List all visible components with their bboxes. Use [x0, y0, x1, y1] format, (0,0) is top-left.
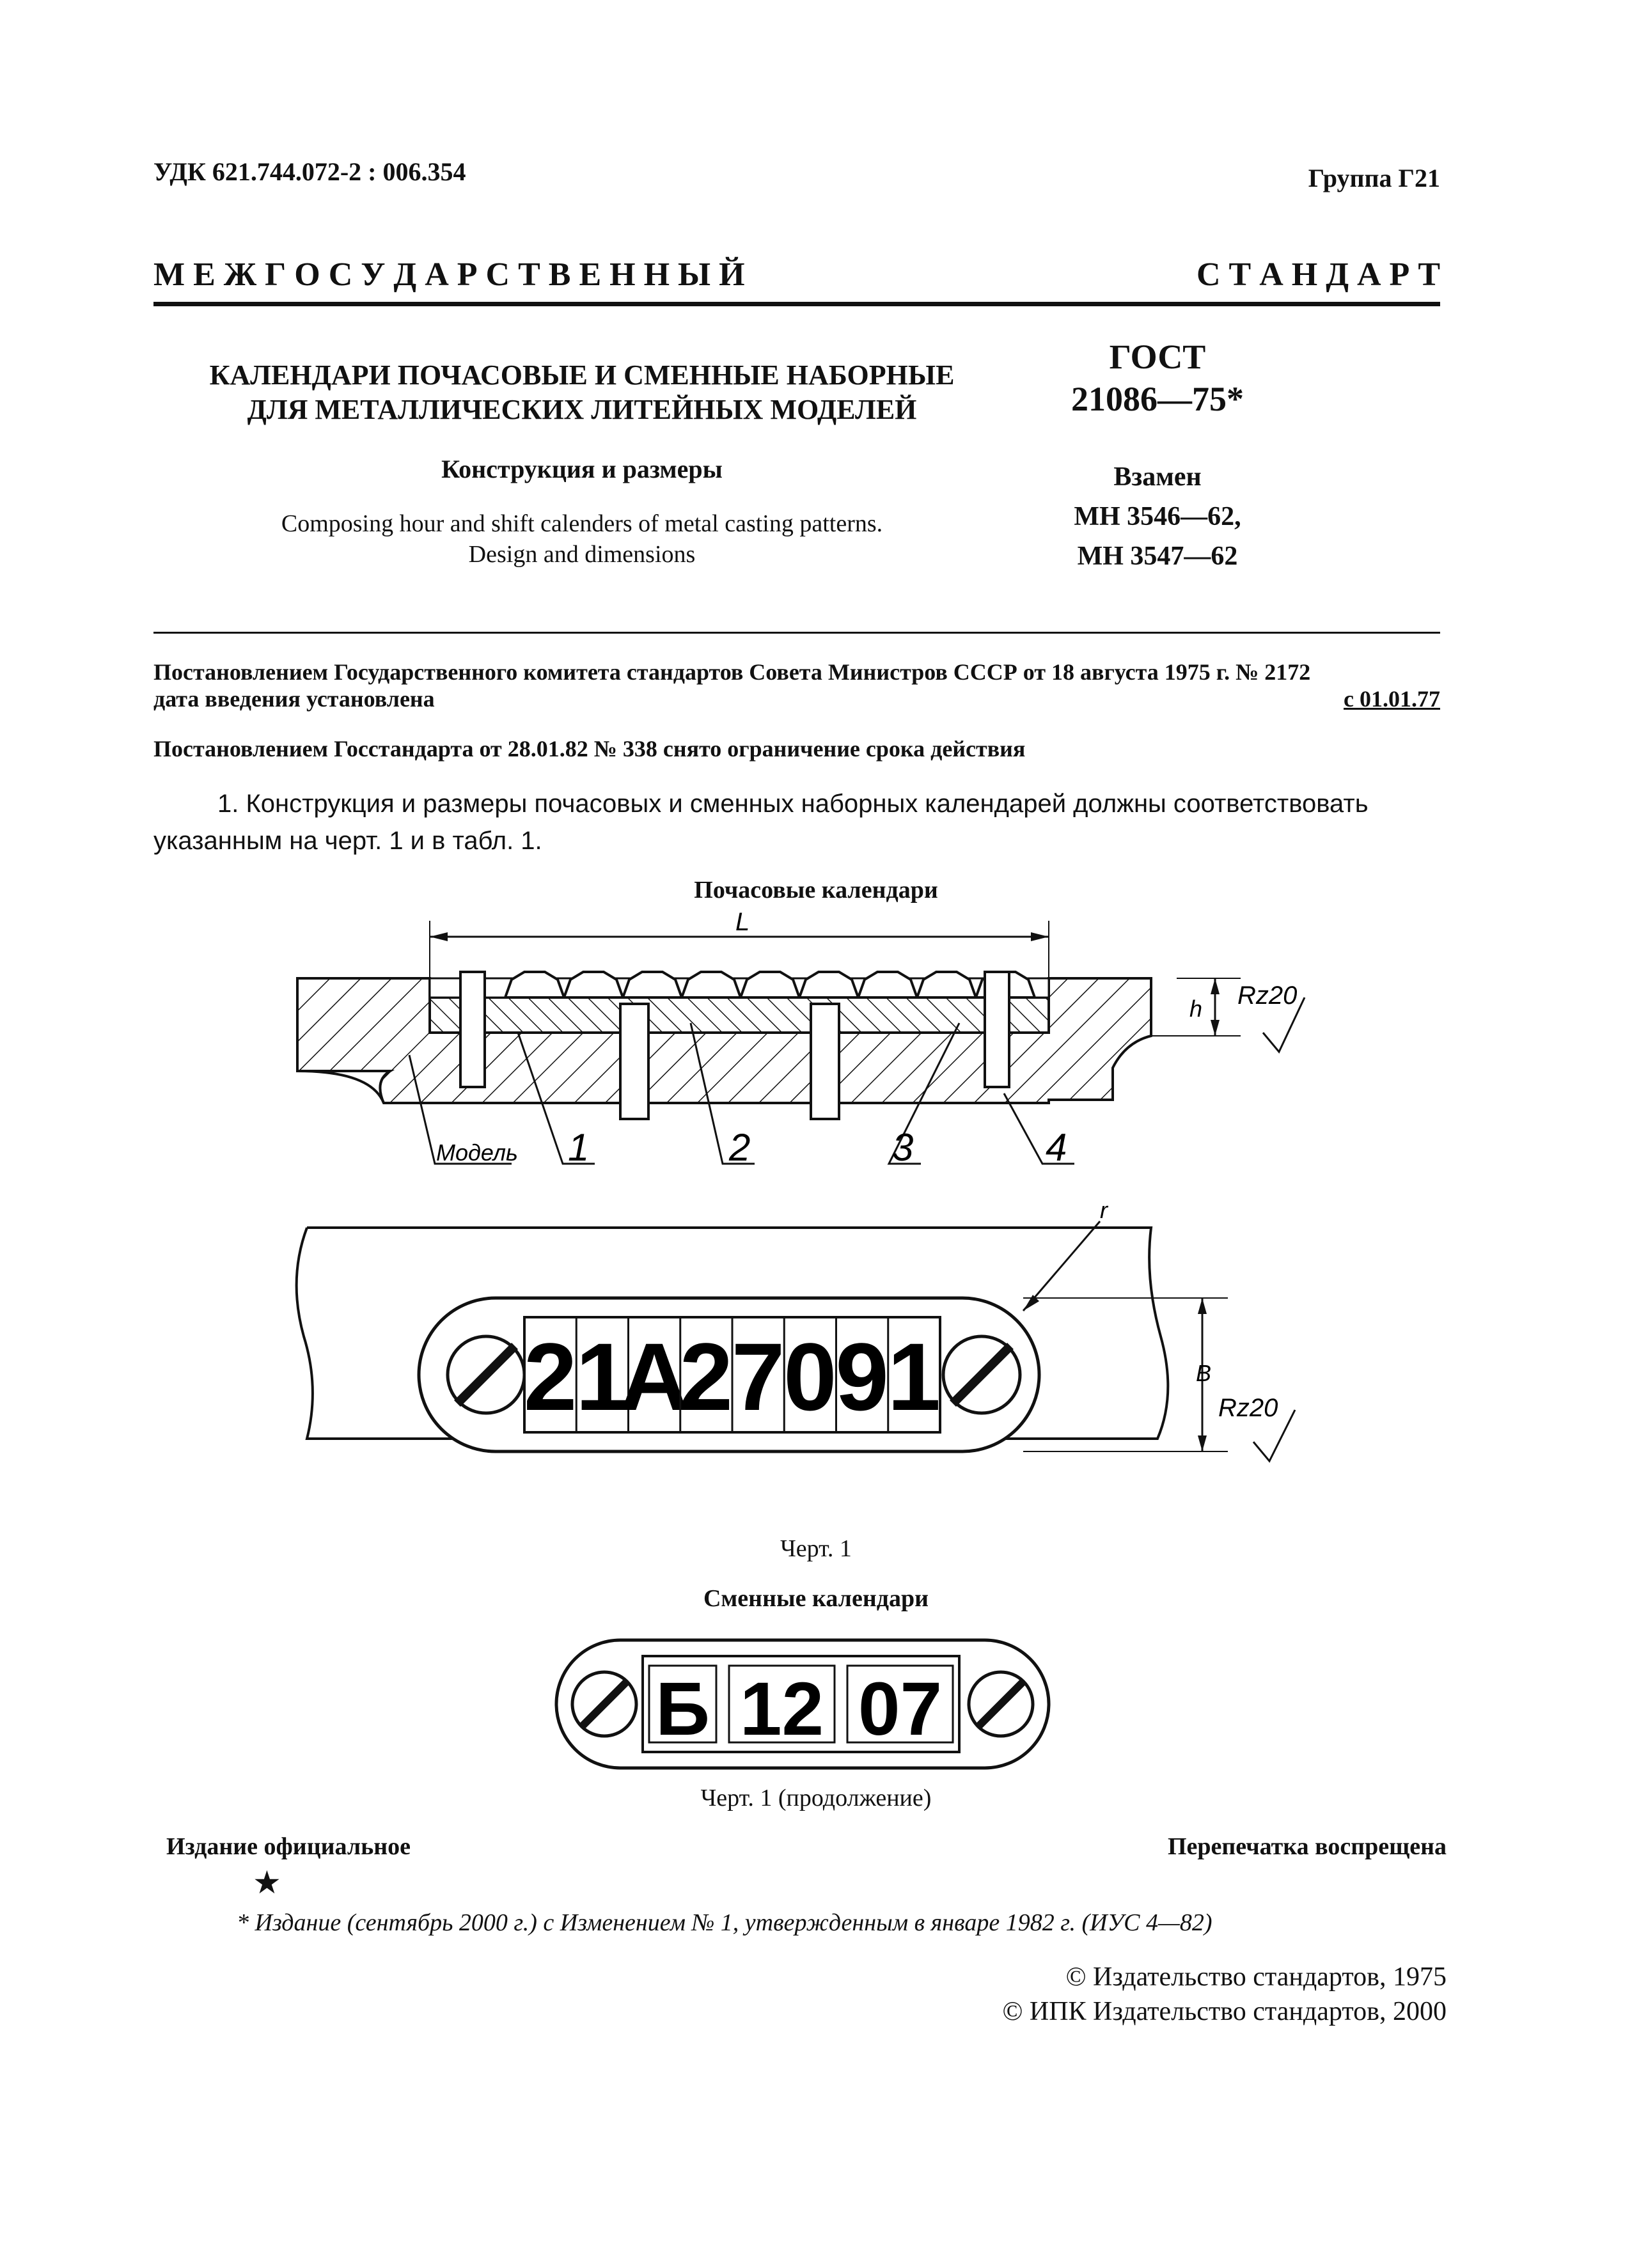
- edition-note: * Издание (сентябрь 2000 г.) с Изменением № 1, утвержденным в январе 1982 г. (ИУС 4—82): [237, 1909, 1212, 1936]
- dim-L-label: L: [735, 908, 750, 936]
- roughness-label-top: Rz20: [1237, 981, 1298, 1010]
- reprint-prohibited: Перепечатка воспрещена: [1167, 1833, 1447, 1860]
- figure1-caption: Черт. 1: [780, 1535, 852, 1562]
- gost-number-block: [1042, 336, 1273, 420]
- screw-left: [460, 972, 485, 1087]
- shift-calendar-character: 07: [858, 1667, 943, 1751]
- label-2: 2: [729, 1126, 751, 1169]
- type-block: [623, 972, 682, 997]
- replaces-item-2: МН 3547—62: [1077, 542, 1238, 571]
- type-block: [917, 972, 976, 997]
- calendar-characters: [524, 1317, 941, 1432]
- group-code: Группа Г21: [1308, 164, 1440, 192]
- shift-calendar-drawing: [0, 1627, 1632, 1781]
- calendar-character: 2: [523, 1323, 577, 1430]
- type-block: [505, 972, 564, 997]
- standard-banner: [153, 256, 1440, 293]
- udk-code: УДК 621.744.072-2 : 006.354: [153, 157, 466, 186]
- pin-left: [620, 1004, 648, 1119]
- title-line-1: КАЛЕНДАРИ ПОЧАСОВЫЕ И СМЕННЫЕ НАБОРНЫЕ: [209, 359, 955, 391]
- decree-date: с 01.01.77: [1344, 686, 1440, 712]
- title-rule: [153, 632, 1440, 634]
- dim-r-label: r: [1100, 1197, 1108, 1223]
- calendar-character: 2: [679, 1323, 734, 1430]
- type-block: [799, 972, 858, 997]
- document-subtitle: Конструкция и размеры: [441, 455, 723, 483]
- roughness-label-bottom: Rz20: [1218, 1394, 1278, 1422]
- screw-right: [985, 972, 1009, 1087]
- document-title: [153, 358, 1010, 427]
- english-title-line-2: Design and dimensions: [468, 541, 696, 568]
- title-line-2: ДЛЯ МЕТАЛЛИЧЕСКИХ ЛИТЕЙНЫХ МОДЕЛЕЙ: [247, 394, 917, 425]
- calendar-character: 1: [887, 1323, 941, 1430]
- replaces-item-1: МН 3546—62,: [1074, 502, 1241, 531]
- copyright-2: © ИПК Издательство стандартов, 2000: [1002, 1997, 1447, 2026]
- copyright-block: [1002, 1960, 1447, 2029]
- label-1: 1: [568, 1126, 590, 1169]
- decree-block: [153, 659, 1440, 712]
- label-4: 4: [1046, 1126, 1067, 1169]
- banner-word-standard: С Т А Н Д А Р Т: [1196, 256, 1440, 293]
- gost-number: 21086—75*: [1071, 380, 1244, 418]
- paragraph-1: 1. Конструкция и размеры почасовых и сменных наборных календарей должны соответствовать указанным на черт. 1 и в табл. 1.: [153, 790, 1369, 855]
- section-drawing: [0, 908, 1632, 1202]
- plan-drawing: [0, 1189, 1632, 1522]
- shift-calendar-character: Б: [655, 1667, 710, 1751]
- dim-B-label: B: [1196, 1360, 1212, 1386]
- figure1-title: Почасовые календари: [694, 877, 938, 903]
- figure2-title: Сменные календари: [703, 1585, 929, 1612]
- decree-line-2: дата введения установлена: [153, 686, 435, 712]
- type-block: [858, 972, 917, 997]
- decree-line-1: Постановлением Государственного комитета стандартов Совета Министров СССР от 18 августа 1975 г. № 2172: [153, 659, 1311, 685]
- label-model: Модель: [436, 1139, 518, 1166]
- replaces-label: Взамен: [1113, 462, 1202, 492]
- label-3: 3: [892, 1126, 914, 1169]
- dim-h-label: h: [1189, 996, 1203, 1022]
- base-plate: [430, 997, 1049, 1033]
- type-block: [564, 972, 623, 997]
- figure2-caption: Черт. 1 (продолжение): [700, 1785, 932, 1811]
- calendar-character: 7: [731, 1323, 785, 1430]
- type-block: [682, 972, 741, 997]
- official-edition: Издание официальное: [166, 1833, 411, 1860]
- replaces-block: [1042, 457, 1273, 576]
- english-title-line-1: Composing hour and shift calenders of metal casting patterns.: [281, 510, 883, 537]
- calendar-character: 9: [835, 1323, 889, 1430]
- calendar-character: 0: [783, 1323, 837, 1430]
- gost-label: ГОСТ: [1109, 338, 1206, 376]
- calendar-character: 1: [576, 1323, 629, 1430]
- banner-word-interstate: М Е Ж Г О С У Д А Р С Т В Е Н Н Ы Й: [153, 256, 745, 293]
- decree-date-row: [153, 685, 1440, 712]
- decree-line-3: Постановлением Госстандарта от 28.01.82 № 338 снято ограничение срока действия: [153, 736, 1026, 762]
- copyright-1: © Издательство стандартов, 1975: [1065, 1962, 1447, 1992]
- calendar-character: А: [619, 1323, 689, 1430]
- shift-calendar-characters: [649, 1666, 953, 1751]
- type-blocks: [505, 972, 1035, 997]
- type-block: [741, 972, 799, 997]
- star-mark: ★: [253, 1865, 281, 1900]
- pin-right: [811, 1004, 839, 1119]
- english-title: [153, 508, 1010, 570]
- header-rule: [153, 302, 1440, 306]
- shift-calendar-character: 12: [739, 1667, 824, 1751]
